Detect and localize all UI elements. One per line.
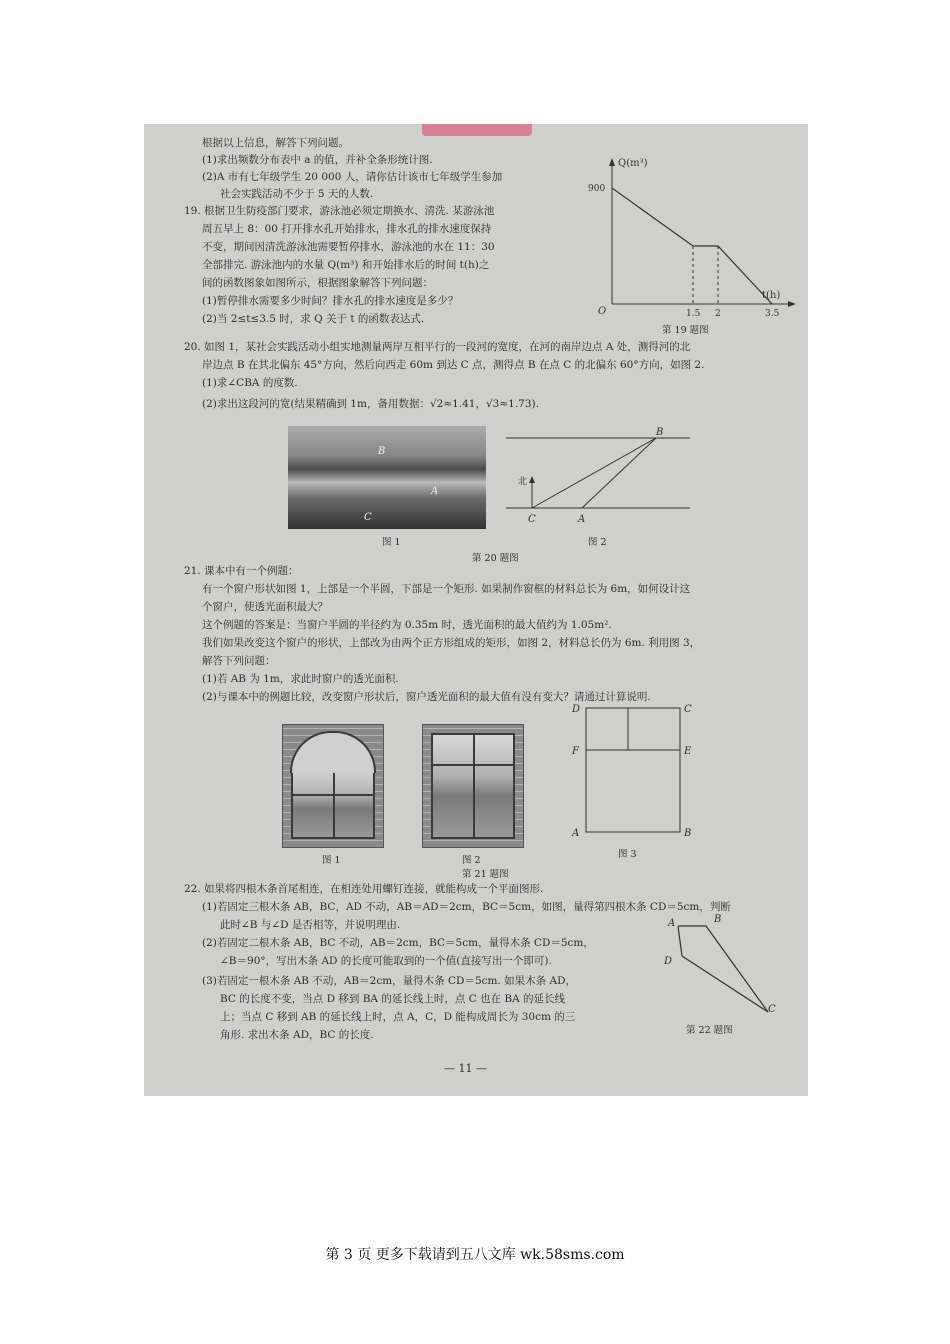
figure-20-diagram <box>506 424 690 526</box>
figure-20-caption: 第 20 题图 <box>472 553 519 564</box>
fig21-label-a: A <box>572 828 580 839</box>
scanned-page <box>144 124 808 1096</box>
text-line: 社会实践活动不少于 5 天的人数. <box>220 188 374 200</box>
text-line: (1)求出频数分布表中 a 的值，并补全条形统计图. <box>202 154 433 166</box>
question-19-line: 周五早上 8：00 打开排水孔开始排水，排水孔的排水速度保持 <box>202 223 492 235</box>
question-20-line: 20. 如图 1，某社会实践活动小组实地测量两岸互相平行的一段河的宽度，在河的南岸边点 A 处，测得河的北 <box>184 341 691 353</box>
fig22-label-b: B <box>714 914 722 925</box>
fig22-label-a: A <box>668 918 676 929</box>
photo-label-b: B <box>378 446 386 457</box>
fig21-label-e: E <box>684 746 692 757</box>
figure-22-diagram <box>664 914 774 1014</box>
window-figure-1 <box>282 724 384 848</box>
question-20-line: (1)求∠CBA 的度数. <box>202 377 298 389</box>
question-22-line: 上；当点 C 移到 AB 的延长线上时，点 A，C，D 能构成周长为 30cm 的三 <box>220 1011 576 1023</box>
fig20-north-label: 北 <box>518 477 528 487</box>
question-19-line: 19. 根据卫生防疫部门要求，游泳池必须定期换水、清洗. 某游泳池 <box>184 205 495 217</box>
question-22-line: (2)若固定二根木条 AB，BC 不动，AB＝2cm，BC＝5cm，量得木条 CD＝5cm， <box>202 937 594 949</box>
question-22-line: (3)若固定一根木条 AB 不动，AB＝2cm，量得木条 CD＝5cm. 如果木条 AD， <box>202 975 576 987</box>
graph-19-ylabel: Q(m³) <box>618 158 648 169</box>
graph-19-xtick: 3.5 <box>765 309 780 319</box>
question-19-line: 全部排完. 游泳池内的水量 Q(m³) 和开始排水后的时间 t(h)之 <box>202 259 490 271</box>
question-21-line: 有一个窗户形状如图 1，上部是一个半圆，下部是一个矩形. 如果制作窗框的材料总长为 6m，如何设计这 <box>202 583 691 595</box>
graph-19 <box>582 154 802 322</box>
text-line: 根据以上信息，解答下列问题。 <box>202 137 349 149</box>
graph-19-xtick: 1.5 <box>686 309 701 319</box>
fig22-label-c: C <box>768 1004 776 1015</box>
question-21-line: 个窗户，使透光面积最大？ <box>202 601 328 613</box>
photo-label-c: C <box>364 512 372 523</box>
question-19-line: 不变，期间因清洗游泳池需要暂停排水，游泳池的水在 11：30 <box>202 241 495 253</box>
tape-strip <box>422 124 532 136</box>
fig20-label-b: B <box>656 427 664 438</box>
fig21-label-d: D <box>572 704 581 715</box>
fig22-label-d: D <box>664 956 673 967</box>
question-21-line: 21. 课本中有一个例题： <box>184 565 299 577</box>
question-22-line: ∠B＝90°，写出木条 AD 的长度可能取到的一个值(直接写出一个即可). <box>220 955 552 967</box>
question-22-line: 此时∠B 与∠D 是否相等，并说明理由. <box>220 919 401 931</box>
question-22-line: (1)若固定三根木条 AB，BC，AD 不动，AB＝AD＝2cm，BC＝5cm，如图，量得第四根木条 CD＝5cm，判断 <box>202 901 731 913</box>
figure-21-3-diagram <box>584 706 684 836</box>
text-line: (2)A 市有七年级学生 20 000 人，请你估计该市七年级学生参加 <box>202 171 503 183</box>
photo-label-a: A <box>431 486 439 497</box>
question-19-line: (1)暂停排水需要多少时间？排水孔的排水速度是多少？ <box>202 295 459 307</box>
fig20-label-c: C <box>528 514 536 525</box>
question-22-line: BC 的长度不变，当点 D 移到 BA 的延长线上时，点 C 也在 BA 的延长线 <box>220 993 566 1005</box>
figure-21-caption: 第 21 题图 <box>462 869 509 880</box>
figure-20-1-caption: 图 1 <box>382 537 401 548</box>
figure-21-1-caption: 图 1 <box>322 855 341 866</box>
graph-19-origin: O <box>598 306 607 317</box>
figure-21-3-caption: 图 3 <box>618 849 637 860</box>
question-21-line: 我们如果改变这个窗户的形状，上部改为由两个正方形组成的矩形，如图 2，材料总长仍为 6m. 利用图 3， <box>202 637 701 649</box>
river-photo <box>288 426 486 529</box>
figure-22-caption: 第 22 题图 <box>686 1025 733 1036</box>
question-21-line: (1)若 AB 为 1m，求此时窗户的透光面积. <box>202 673 399 685</box>
page-number: — 11 — <box>444 1062 487 1075</box>
figure-19-caption: 第 19 题图 <box>662 325 709 336</box>
fig21-label-c: C <box>684 704 692 715</box>
window-figure-2 <box>422 724 524 848</box>
question-20-line: 岸边点 B 在其北偏东 45°方向，然后向西走 60m 到达 C 点，测得点 B 在点 C 的北偏东 60°方向，如图 2. <box>202 359 705 371</box>
question-22-line: 22. 如果将四根木条首尾相连，在相连处用螺钉连接，就能构成一个平面图形. <box>184 883 544 895</box>
figure-21-2-caption: 图 2 <box>462 855 481 866</box>
question-21-line: 这个例题的答案是：当窗户半圆的半径约为 0.35m 时，透光面积的最大值约为 1.05m². <box>202 619 612 631</box>
graph-19-ytick: 900 <box>588 184 606 194</box>
figure-20-2-caption: 图 2 <box>588 537 607 548</box>
fig21-label-b: B <box>684 828 692 839</box>
graph-19-xtick: 2 <box>715 309 721 319</box>
fig21-label-f: F <box>572 746 579 757</box>
footer-text: 第 3 页 更多下载请到五八文库 wk.58sms.com <box>325 1247 625 1263</box>
question-21-line: 解答下列问题： <box>202 655 276 667</box>
question-19-line: (2)当 2≤t≤3.5 时，求 Q 关于 t 的函数表达式. <box>202 313 425 325</box>
graph-19-xlabel: t(h) <box>762 290 781 301</box>
question-20-line: (2)求出这段河的宽(结果精确到 1m，备用数据：√2≈1.41，√3≈1.73). <box>202 398 539 410</box>
fig20-label-a: A <box>578 514 586 525</box>
question-22-line: 角形. 求出木条 AD，BC 的长度. <box>220 1029 374 1041</box>
question-21-line: (2)与课本中的例题比较，改变窗户形状后，窗户透光面积的最大值有没有变大？请通过计算说明. <box>202 691 651 703</box>
question-19-line: 间的函数图象如图所示，根据图象解答下列问题： <box>202 277 433 289</box>
